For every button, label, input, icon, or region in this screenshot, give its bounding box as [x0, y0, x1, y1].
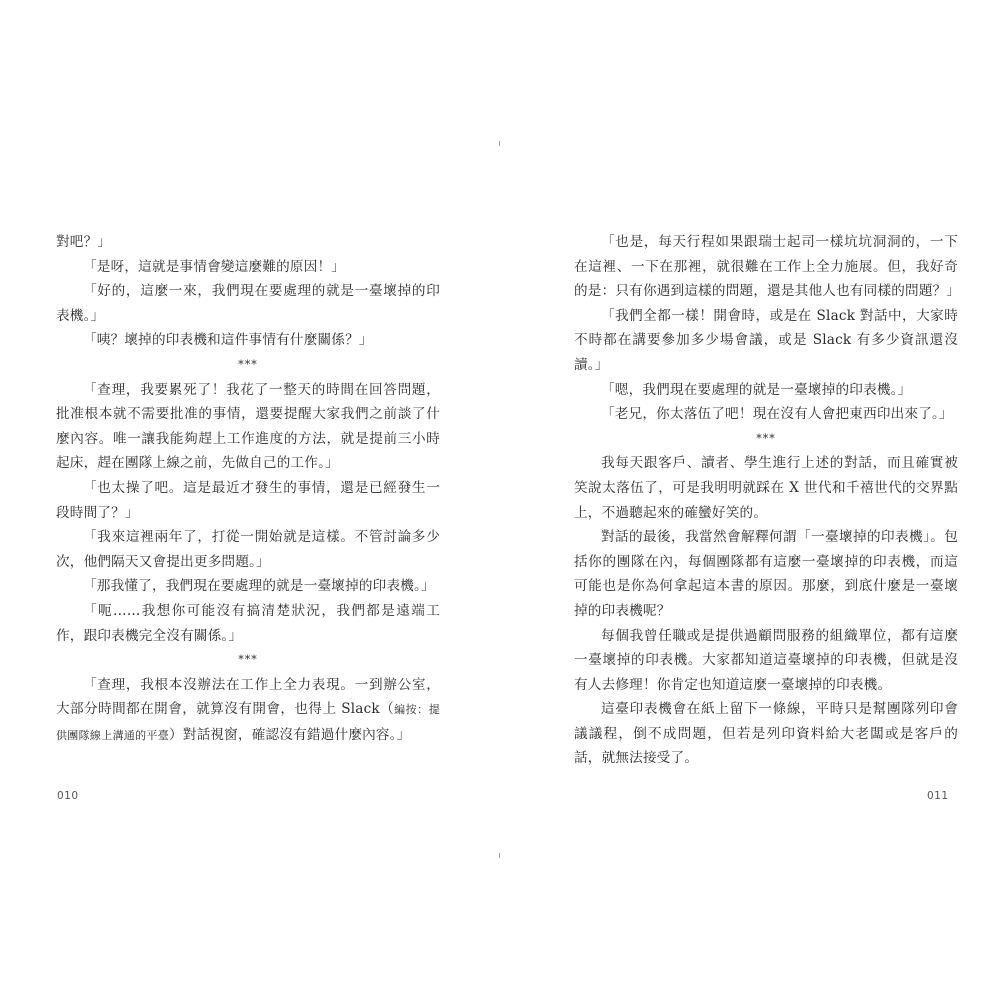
body-paragraph: 「也是，每天行程如果跟瑞士起司一樣坑坑洞洞的，一下在這裡、一下在那裡，就很難在工作上全力施展。但，我好奇的是：只有你遇到這樣的問題，還是其他人也有同樣的問題？」 [574, 234, 961, 300]
body-paragraph: 「我們全都一樣！開會時，或是在 Slack 對話中，大家時不時都在講要參加多少場會議，或是 Slack 有多少資訊還沒讀。」 [574, 307, 958, 373]
body-paragraph: 「老兄，你太落伍了吧！現在沒有人會把東西印出來了。」 [601, 406, 953, 423]
body-paragraph: 對話的最後，我當然會解釋何謂「一臺壞掉的印表機」。包括你的團隊在內，每個團隊都有這麼一臺壞掉的印表機，而這可能也是你為何拿起這本書的原因。那麼，到底什麼是一臺壞掉的印表機呢？ [574, 529, 958, 619]
bottom-fold-mark [499, 853, 500, 858]
body-paragraph: 「是呀，這就是事情會變這麼難的原因！」 [83, 258, 346, 275]
section-separator: *** [756, 431, 776, 445]
top-fold-mark [499, 141, 500, 146]
paragraph-text: 「查理，我根本沒辦法在工作上全力表現。一到辦公室，大部分時間都在開會，就算沒有開會，也得上 Slack（ [56, 676, 440, 718]
section-separator: *** [238, 357, 258, 371]
body-paragraph: 「好的，這麼一來，我們現在要處理的就是一臺壞掉的印表機。」 [56, 283, 440, 324]
body-paragraph: 對吧？」 [56, 234, 112, 250]
right-page-number: 011 [927, 790, 949, 802]
body-paragraph: 「那我懂了，我們現在要處理的就是一臺壞掉的印表機。」 [83, 578, 435, 595]
left-page-number: 010 [57, 790, 79, 802]
body-paragraph: 「呃……我想你可能沒有搞清楚狀況，我們都是遠端工作，跟印表機完全沒有關係。」 [56, 602, 440, 644]
body-paragraph: 「我來這裡兩年了，打從一開始就是這樣。不管討論多少次，他們隔天又會提出更多問題。」 [56, 529, 440, 570]
right-page-body [574, 230, 961, 771]
body-paragraph: 「嗯，我們現在要處理的就是一臺壞掉的印表機。」 [601, 381, 912, 398]
section-separator: *** [238, 653, 258, 667]
editor-note: 編按：提供團隊線上溝通的平臺 [56, 703, 440, 742]
body-paragraph: 這臺印表機會在紙上留下一條線，平時只是幫團隊列印會議議程，倒不成問題，但若是列印資料給大老闆或是客戶的話，就無法接受了。 [574, 701, 958, 767]
body-paragraph: 「也太操了吧。這是最近才發生的事情，還是已經發生一段時間了？」 [56, 479, 440, 521]
body-paragraph: 我每天跟客戶、讀者、學生進行上述的對話，而且確實被笑說太落伍了，可是我明明就踩在 X 世代和千禧世代的交界點上，不過聽起來的確蠻好笑的。 [574, 455, 958, 521]
body-paragraph: 「查理，我要累死了！我花了一整天的時間在回答問題，批准根本就不需要批准的事情，還要提醒大家我們之前談了什麼內容。唯一讓我能夠趕上工作進度的方法，就是提前三小時起床，趕在團隊上線之前，先做自己的工作。」 [56, 381, 440, 472]
left-page-body [56, 230, 440, 748]
body-paragraph [56, 673, 440, 749]
body-paragraph: 每個我曾任職或是提供過顧問服務的組織單位，都有這麼一臺壞掉的印表機。大家都知道這臺壞掉的印表機，但就是沒有人去修理！你肯定也知道這麼一臺壞掉的印表機。 [574, 627, 958, 693]
paragraph-text: ）對話視窗，確認沒有錯過什麼內容。」 [169, 726, 411, 743]
body-paragraph: 「咦？壞掉的印表機和這件事情有什麼關係？」 [83, 332, 373, 349]
